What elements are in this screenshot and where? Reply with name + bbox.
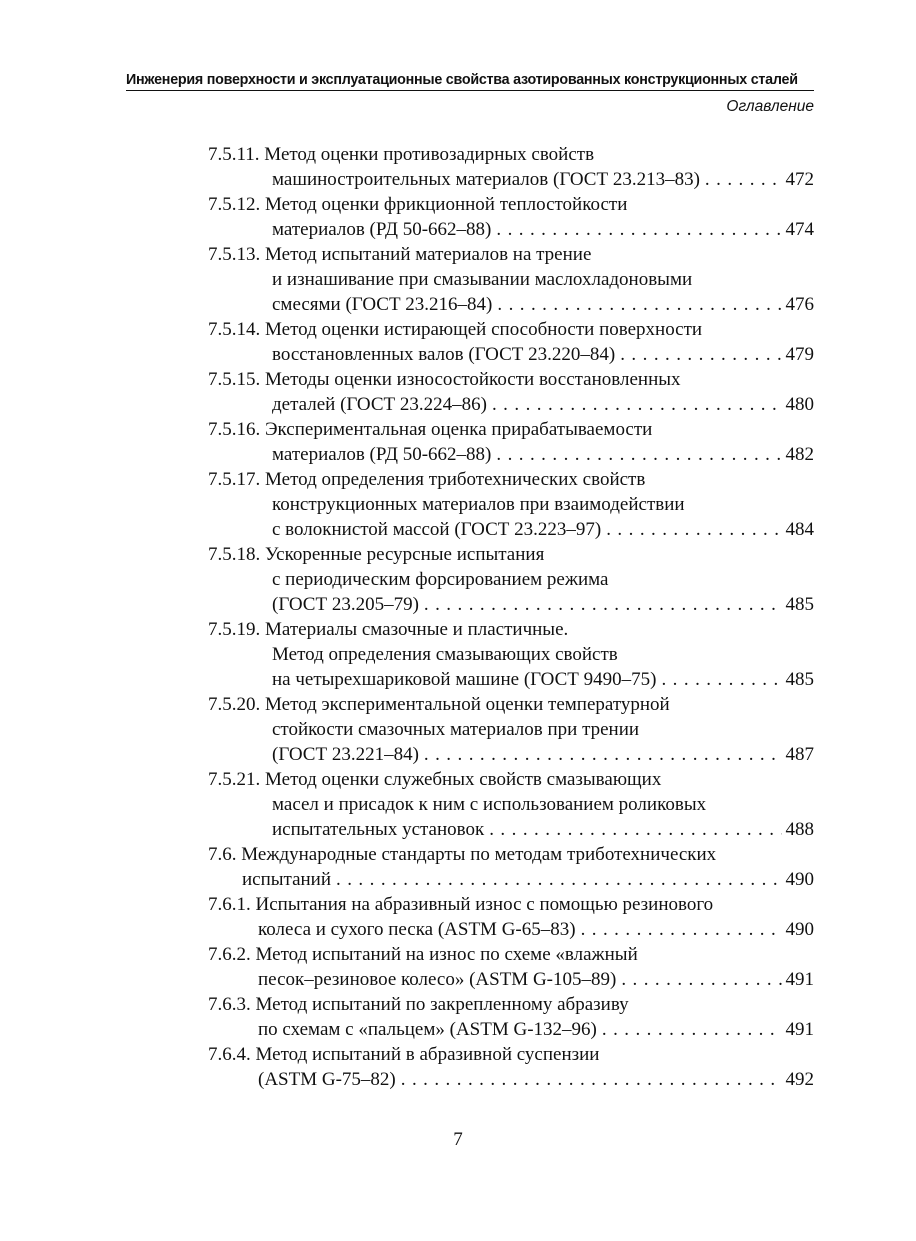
page-number: 7 bbox=[453, 1129, 463, 1150]
toc-page-number: 482 bbox=[785, 444, 814, 465]
dot-leader bbox=[656, 667, 781, 692]
toc-entry bbox=[208, 542, 814, 617]
toc-entry bbox=[208, 367, 814, 417]
toc-entry-line: машиностроительных материалов (ГОСТ 23.213–83) bbox=[272, 169, 700, 190]
toc-entry bbox=[208, 992, 814, 1042]
toc-entry-line: 7.6.3. Метод испытаний по закрепленному абразиву bbox=[208, 994, 629, 1015]
dot-leader bbox=[419, 742, 782, 767]
toc-page-number: 474 bbox=[785, 219, 814, 240]
dot-leader bbox=[597, 1017, 782, 1042]
toc-entry-line: деталей (ГОСТ 23.224–86) bbox=[272, 394, 487, 415]
dot-leader bbox=[492, 292, 781, 317]
toc-entry-line: 7.5.11. Метод оценки противозадирных свойств bbox=[208, 144, 595, 165]
toc-entry-line: (ГОСТ 23.205–79) bbox=[272, 594, 419, 615]
toc-entry bbox=[208, 467, 814, 542]
toc-entry bbox=[208, 192, 814, 242]
toc-entry-line: по схемам с «пальцем» (ASTM G-132–96) bbox=[258, 1019, 597, 1040]
running-title: Инженерия поверхности и эксплуатационные свойства азотированных конструкционных сталей bbox=[126, 70, 814, 91]
toc-entry bbox=[208, 242, 814, 317]
dot-leader bbox=[576, 917, 782, 942]
toc-entry-line: на четырехшариковой машине (ГОСТ 9490–75) bbox=[272, 669, 657, 690]
toc-entry-line: и изнашивание при смазывании маслохладоновыми bbox=[272, 269, 693, 290]
toc-entry-line: конструкционных материалов при взаимодействии bbox=[272, 494, 685, 515]
dot-leader bbox=[601, 517, 781, 542]
toc-page-number: 476 bbox=[785, 294, 814, 315]
toc-entry-line: 7.5.13. Метод испытаний материалов на трение bbox=[208, 244, 592, 265]
toc-entry-line: (ASTM G-75–82) bbox=[258, 1069, 396, 1090]
toc-page-number: 485 bbox=[785, 594, 814, 615]
toc-entry bbox=[208, 317, 814, 367]
toc-entry-line: 7.5.20. Метод экспериментальной оценки температурной bbox=[208, 694, 670, 715]
toc-entry-line: материалов (РД 50-662–88) bbox=[272, 219, 492, 240]
toc-entry-line: испытательных установок bbox=[272, 819, 485, 840]
toc-entry-line: испытаний bbox=[242, 869, 332, 890]
toc-entry-line: с периодическим форсированием режима bbox=[272, 569, 609, 590]
table-of-contents bbox=[208, 142, 814, 1092]
toc-page-number: 479 bbox=[785, 344, 814, 365]
toc-entry-line: 7.6. Международные стандарты по методам триботехнических bbox=[208, 844, 717, 865]
dot-leader bbox=[491, 217, 781, 242]
toc-entry-line: 7.5.19. Материалы смазочные и пластичные. bbox=[208, 619, 569, 640]
toc-entry-line: 7.5.18. Ускоренные ресурсные испытания bbox=[208, 544, 545, 565]
toc-page-number: 490 bbox=[785, 919, 814, 940]
toc-page-number: 484 bbox=[785, 519, 814, 540]
toc-entry bbox=[208, 617, 814, 692]
toc-entry-line: смесями (ГОСТ 23.216–84) bbox=[272, 294, 493, 315]
toc-entry-line: 7.5.21. Метод оценки служебных свойств смазывающих bbox=[208, 769, 662, 790]
toc-entry bbox=[208, 1042, 814, 1092]
toc-entry-line: 7.6.2. Метод испытаний на износ по схеме «влажный bbox=[208, 944, 638, 965]
toc-entry-line: материалов (РД 50-662–88) bbox=[272, 444, 492, 465]
toc-entry-line: стойкости смазочных материалов при трении bbox=[272, 719, 640, 740]
toc-entry bbox=[208, 417, 814, 467]
dot-leader bbox=[331, 867, 781, 892]
section-name: Оглавление bbox=[726, 98, 814, 115]
toc-page-number: 490 bbox=[785, 869, 814, 890]
dot-leader bbox=[700, 167, 782, 192]
toc-entry-line: 7.5.12. Метод оценки фрикционной теплостойкости bbox=[208, 194, 628, 215]
toc-entry bbox=[208, 942, 814, 992]
dot-leader bbox=[484, 817, 781, 842]
toc-entry-line: (ГОСТ 23.221–84) bbox=[272, 744, 419, 765]
toc-page-number: 472 bbox=[785, 169, 814, 190]
running-header bbox=[126, 70, 814, 116]
toc-entry-line: песок–резиновое колесо» (ASTM G-105–89) bbox=[258, 969, 617, 990]
toc-page-number: 487 bbox=[785, 744, 814, 765]
toc-entry-line: 7.5.17. Метод определения триботехнических свойств bbox=[208, 469, 646, 490]
toc-page-number: 480 bbox=[785, 394, 814, 415]
dot-leader bbox=[615, 342, 781, 367]
toc-entry bbox=[208, 142, 814, 192]
toc-entry-line: с волокнистой массой (ГОСТ 23.223–97) bbox=[272, 519, 602, 540]
toc-entry-line: 7.5.16. Экспериментальная оценка прирабатываемости bbox=[208, 419, 653, 440]
toc-section-entry bbox=[208, 842, 814, 892]
toc-entry-line: колеса и сухого песка (ASTM G-65–83) bbox=[258, 919, 576, 940]
dot-leader bbox=[396, 1067, 782, 1092]
toc-page-number: 485 bbox=[785, 669, 814, 690]
toc-entry-line: масел и присадок к ним с использованием роликовых bbox=[272, 794, 707, 815]
toc-page-number: 491 bbox=[785, 1019, 814, 1040]
toc-entry-line: восстановленных валов (ГОСТ 23.220–84) bbox=[272, 344, 616, 365]
toc-page-number: 488 bbox=[785, 819, 814, 840]
toc-entry-line: 7.5.14. Метод оценки истирающей способности поверхности bbox=[208, 319, 703, 340]
dot-leader bbox=[419, 592, 782, 617]
toc-entry-line: 7.5.15. Методы оценки износостойкости восстановленных bbox=[208, 369, 681, 390]
toc-entry bbox=[208, 692, 814, 767]
toc-page-number: 492 bbox=[785, 1069, 814, 1090]
dot-leader bbox=[616, 967, 781, 992]
dot-leader bbox=[491, 442, 781, 467]
dot-leader bbox=[487, 392, 782, 417]
toc-entry bbox=[208, 892, 814, 942]
toc-page-number: 491 bbox=[785, 969, 814, 990]
toc-entry bbox=[208, 767, 814, 842]
toc-entry-line: 7.6.1. Испытания на абразивный износ с помощью резинового bbox=[208, 894, 714, 915]
toc-entry-line: 7.6.4. Метод испытаний в абразивной суспензии bbox=[208, 1044, 600, 1065]
toc-entry-line: Метод определения смазывающих свойств bbox=[272, 644, 618, 665]
